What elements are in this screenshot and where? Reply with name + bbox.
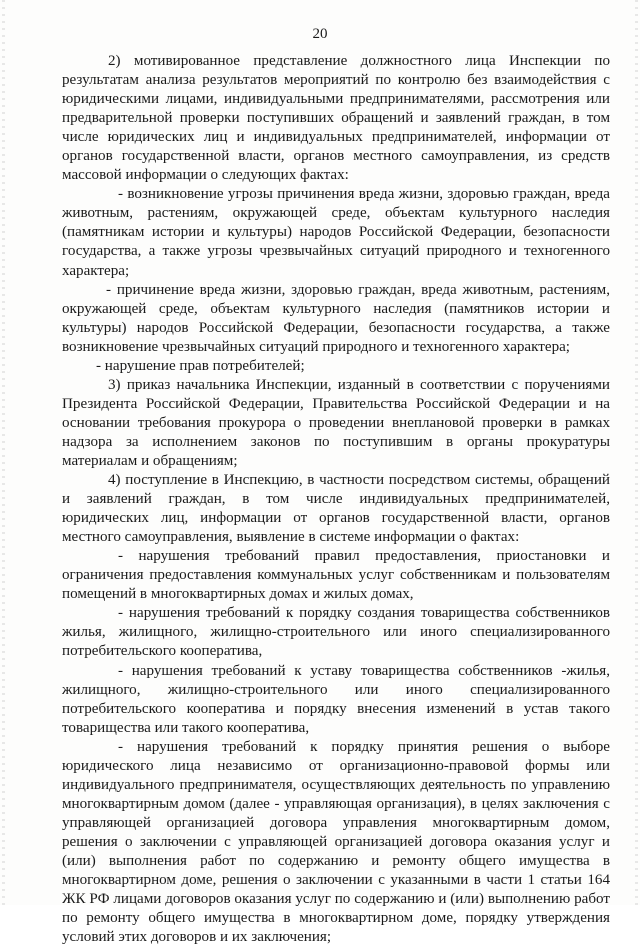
bullet-management-selection: - нарушения требований к порядку принятия решения о выборе юридического лица независимо от организационно-правовой формы или индивидуального предпринимателя, осуществляющих деятельность по управлению многоквартирным домом (далее - управляющая организация), в целях заключения с управляющей организацией договора управления многоквартирным домом, решения о заключении с управляющей организацией договора оказания услуг и (или) выполнения работ по содержанию и ремонту общего имущества в многоквартирном доме, решения о заключении с указанными в части 1 статьи 164 ЖК РФ лицами договоров оказания услуг по содержанию и (или) выполнению работ по ремонту общего имущества в многоквартирном доме, порядку утверждения условий этих договоров и их заключения;: [62, 738, 610, 946]
paragraph-item-3: 3) приказ начальника Инспекции, изданный в соответствии с поручениями Президента Российской Федерации, Правительства Российской Федерации и на основании требования прокурора о проведении внеплановой проверки в рамках надзора за исполнением законов по поступившим в органы прокуратуры материалам и обращениям;: [62, 376, 610, 469]
bullet-utility-services: - нарушения требований правил предоставления, приостановки и ограничения предоставления коммунальных услуг собственникам и пользователям помещений в многоквартирных домах и жилых домах,: [62, 548, 610, 603]
scan-edge-right: [635, 0, 638, 905]
bullet-harm-caused: - причинение вреда жизни, здоровью граждан, вреда животным, растениям, окружающей среде, объектам культурного наследия (памятников истории и культуры) народов Российской Федерации, безопасности государства, а также возникновение чрезвычайных ситуаций природного и техногенного характера;: [62, 281, 610, 355]
scan-edge-left: [2, 0, 5, 905]
page-number: 20: [312, 26, 328, 42]
paragraph-item-2: 2) мотивированное представление должностного лица Инспекции по результатам анализа результатов мероприятий по контролю без взаимодействия с юридическими лицами, индивидуальными предпринимателями, рассмотрения или предварительной проверки поступивших обращений и заявлений граждан, в том числе юридических лиц и индивидуальных предпринимателей, информации от органов государственной власти, органов местного самоуправления, из средств массовой информации о следующих фактах:: [62, 53, 610, 184]
bullet-hoa-charter: - нарушения требований к уставу товарищества собственников -жилья, жилищного, жилищно-строительного или иного специализированного потребительского кооператива и порядку внесения изменений в устав такого товарищества или такого кооператива,: [62, 662, 610, 736]
bullet-hoa-creation: - нарушения требований к порядку создания товарищества собственников жилья, жилищного, жилищно-строительного или иного специализированного потребительского кооператива,: [62, 605, 610, 660]
bullet-consumer-rights: - нарушение прав потребителей;: [96, 357, 305, 374]
document-body: [62, 52, 610, 947]
bullet-threat-of-harm: - возникновение угрозы причинения вреда жизни, здоровью граждан, вреда животным, растениям, окружающей среде, объектам культурного наследия (памятникам истории и культуры) народов Российской Федерации, безопасности государства, а также угрозы чрезвычайных ситуаций природного и техногенного характера;: [62, 186, 610, 279]
paragraph-item-4: 4) поступление в Инспекцию, в частности посредством системы, обращений и заявлений граждан, в том числе индивидуальных предпринимателей, юридических лиц, информации от органов государственной власти, органов местного самоуправления, выявление в системе информации о фактах:: [62, 472, 610, 546]
